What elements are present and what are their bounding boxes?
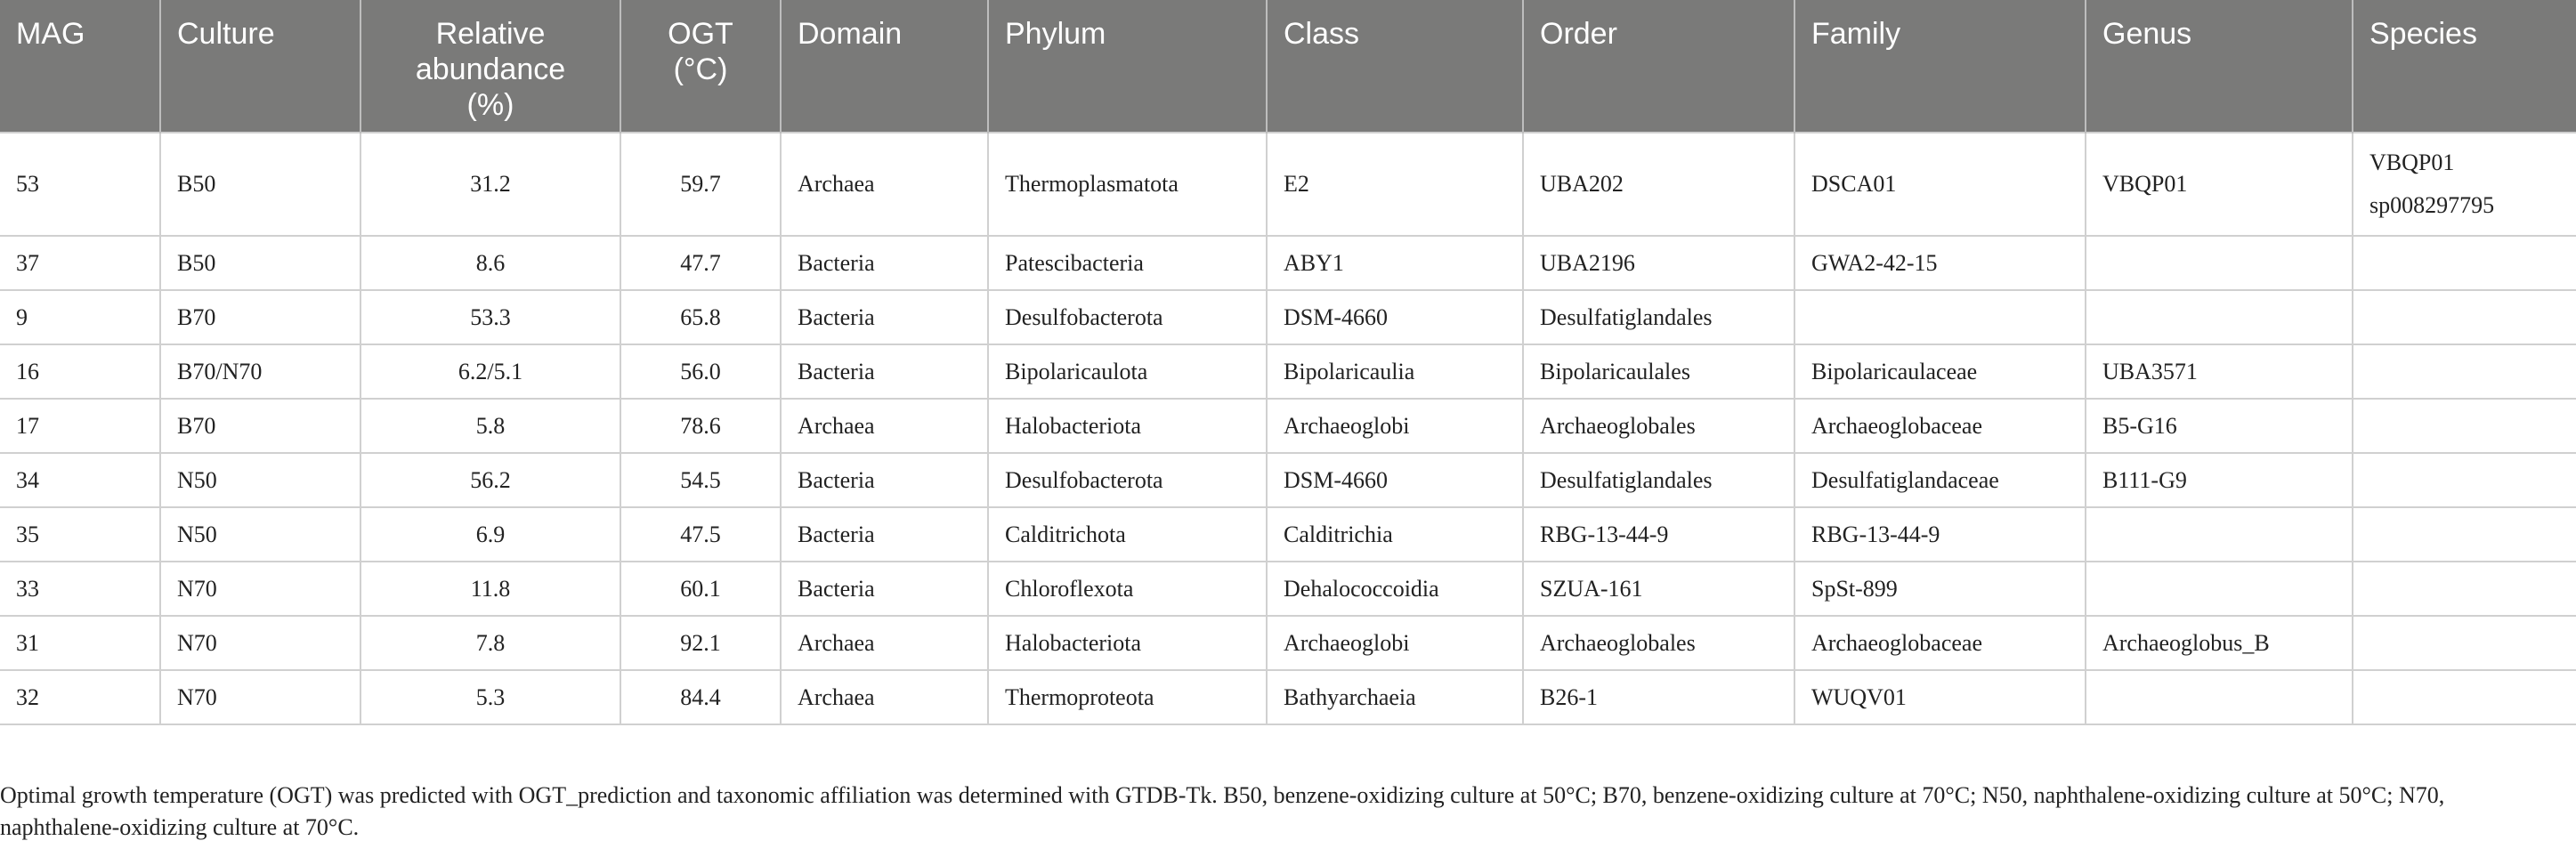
- cell-phylum: Desulfobacterota: [988, 453, 1267, 507]
- cell-phylum: Chloroflexota: [988, 562, 1267, 616]
- cell-genus: [2086, 507, 2353, 562]
- cell-class: ABY1: [1267, 236, 1523, 290]
- cell-phylum: Patescibacteria: [988, 236, 1267, 290]
- cell-family: SpSt-899: [1794, 562, 2086, 616]
- cell-relative-abundance: 5.3: [360, 670, 620, 724]
- header-ogt-line: (°C): [673, 53, 728, 86]
- header-family-line: Family: [1811, 17, 1901, 51]
- header-species: [2353, 0, 2576, 133]
- cell-species: [2353, 453, 2576, 507]
- species-epithet-part: sp008297795: [2369, 192, 2495, 218]
- cell-species: [2353, 133, 2576, 236]
- table-row: [0, 399, 2576, 453]
- table-row: [0, 236, 2576, 290]
- cell-culture: N50: [160, 507, 360, 562]
- cell-culture: N70: [160, 670, 360, 724]
- header-order: [1523, 0, 1794, 133]
- header-relative-abundance-line: Relative: [435, 17, 546, 51]
- header-ogt-line: OGT: [668, 17, 733, 51]
- cell-species: [2353, 236, 2576, 290]
- cell-domain: Archaea: [781, 133, 988, 236]
- cell-genus: UBA3571: [2086, 344, 2353, 399]
- cell-mag: 32: [0, 670, 160, 724]
- cell-family: WUQV01: [1794, 670, 2086, 724]
- table-row: [0, 290, 2576, 344]
- cell-family: [1794, 290, 2086, 344]
- cell-phylum: Halobacteriota: [988, 399, 1267, 453]
- cell-class: Archaeoglobi: [1267, 616, 1523, 670]
- cell-ogt: 92.1: [620, 616, 781, 670]
- cell-culture: B70: [160, 399, 360, 453]
- cell-species: [2353, 616, 2576, 670]
- cell-order: Desulfatiglandales: [1523, 453, 1794, 507]
- cell-mag: 16: [0, 344, 160, 399]
- cell-genus: VBQP01: [2086, 133, 2353, 236]
- cell-phylum: Bipolaricaulota: [988, 344, 1267, 399]
- cell-culture: N50: [160, 453, 360, 507]
- cell-family: Bipolaricaulaceae: [1794, 344, 2086, 399]
- cell-genus: [2086, 670, 2353, 724]
- cell-ogt: 65.8: [620, 290, 781, 344]
- cell-phylum: Desulfobacterota: [988, 290, 1267, 344]
- header-order-line: Order: [1540, 17, 1617, 51]
- footnote-line-1: Optimal growth temperature (OGT) was predicted with OGT_prediction and taxonomic affiliation was determined with GTDB-Tk. B50, benzene-oxidizing culture at 50°C; B70, benzene-oxidizing culture at 70°C; N50, naphthalene-oxidizing culture at 50°C; N70,: [0, 782, 2445, 808]
- cell-mag: 34: [0, 453, 160, 507]
- cell-genus: B5-G16: [2086, 399, 2353, 453]
- cell-domain: Archaea: [781, 399, 988, 453]
- cell-family: GWA2-42-15: [1794, 236, 2086, 290]
- cell-relative-abundance: 31.2: [360, 133, 620, 236]
- cell-mag: 37: [0, 236, 160, 290]
- cell-order: Archaeoglobales: [1523, 399, 1794, 453]
- cell-relative-abundance: 11.8: [360, 562, 620, 616]
- header-culture: [160, 0, 360, 133]
- cell-family: Archaeoglobaceae: [1794, 399, 2086, 453]
- table-row: [0, 670, 2576, 724]
- cell-class: DSM-4660: [1267, 290, 1523, 344]
- cell-family: RBG-13-44-9: [1794, 507, 2086, 562]
- cell-species: [2353, 344, 2576, 399]
- cell-phylum: Thermoproteota: [988, 670, 1267, 724]
- cell-domain: Bacteria: [781, 453, 988, 507]
- table-row: [0, 562, 2576, 616]
- footnote-line-2: naphthalene-oxidizing culture at 70°C.: [0, 814, 360, 840]
- header-mag-line: MAG: [16, 17, 85, 51]
- cell-domain: Bacteria: [781, 344, 988, 399]
- cell-relative-abundance: 53.3: [360, 290, 620, 344]
- cell-ogt: 59.7: [620, 133, 781, 236]
- cell-order: Desulfatiglandales: [1523, 290, 1794, 344]
- cell-species: [2353, 507, 2576, 562]
- cell-ogt: 84.4: [620, 670, 781, 724]
- table-body: [0, 133, 2576, 724]
- cell-class: Dehalococcoidia: [1267, 562, 1523, 616]
- header-relative-abundance: [360, 0, 620, 133]
- cell-domain: Bacteria: [781, 507, 988, 562]
- cell-relative-abundance: 6.9: [360, 507, 620, 562]
- cell-family: Desulfatiglandaceae: [1794, 453, 2086, 507]
- cell-culture: N70: [160, 616, 360, 670]
- cell-ogt: 78.6: [620, 399, 781, 453]
- cell-ogt: 54.5: [620, 453, 781, 507]
- cell-species: [2353, 399, 2576, 453]
- cell-mag: 31: [0, 616, 160, 670]
- header-genus-line: Genus: [2102, 17, 2192, 51]
- header-class-line: Class: [1284, 17, 1360, 51]
- table-row: [0, 344, 2576, 399]
- cell-domain: Archaea: [781, 670, 988, 724]
- cell-mag: 53: [0, 133, 160, 236]
- cell-culture: B70: [160, 290, 360, 344]
- cell-genus: [2086, 236, 2353, 290]
- header-relative-abundance-line: abundance: [415, 53, 566, 86]
- cell-domain: Archaea: [781, 616, 988, 670]
- header-culture-line: Culture: [177, 17, 275, 51]
- cell-family: Archaeoglobaceae: [1794, 616, 2086, 670]
- cell-culture: B50: [160, 133, 360, 236]
- cell-ogt: 60.1: [620, 562, 781, 616]
- cell-relative-abundance: 5.8: [360, 399, 620, 453]
- cell-class: E2: [1267, 133, 1523, 236]
- cell-culture: B70/N70: [160, 344, 360, 399]
- cell-order: UBA2196: [1523, 236, 1794, 290]
- cell-species: [2353, 290, 2576, 344]
- cell-relative-abundance: 8.6: [360, 236, 620, 290]
- cell-order: UBA202: [1523, 133, 1794, 236]
- cell-genus: B111-G9: [2086, 453, 2353, 507]
- header-phylum: [988, 0, 1267, 133]
- cell-species: [2353, 562, 2576, 616]
- cell-family: DSCA01: [1794, 133, 2086, 236]
- cell-phylum: Halobacteriota: [988, 616, 1267, 670]
- cell-relative-abundance: 6.2/5.1: [360, 344, 620, 399]
- cell-order: RBG-13-44-9: [1523, 507, 1794, 562]
- table-header-row: [0, 0, 2576, 133]
- cell-mag: 35: [0, 507, 160, 562]
- header-family: [1794, 0, 2086, 133]
- header-domain: [781, 0, 988, 133]
- cell-ogt: 47.5: [620, 507, 781, 562]
- header-genus: [2086, 0, 2353, 133]
- cell-domain: Bacteria: [781, 562, 988, 616]
- cell-genus: Archaeoglobus_B: [2086, 616, 2353, 670]
- header-domain-line: Domain: [798, 17, 903, 51]
- cell-order: Bipolaricaulales: [1523, 344, 1794, 399]
- cell-phylum: Calditrichota: [988, 507, 1267, 562]
- header-species-line: Species: [2369, 17, 2477, 51]
- cell-ogt: 56.0: [620, 344, 781, 399]
- table-row: [0, 133, 2576, 236]
- cell-class: Archaeoglobi: [1267, 399, 1523, 453]
- cell-culture: B50: [160, 236, 360, 290]
- cell-order: Archaeoglobales: [1523, 616, 1794, 670]
- cell-class: Bipolaricaulia: [1267, 344, 1523, 399]
- header-ogt: [620, 0, 781, 133]
- cell-order: SZUA-161: [1523, 562, 1794, 616]
- header-mag: [0, 0, 160, 133]
- cell-genus: [2086, 290, 2353, 344]
- cell-genus: [2086, 562, 2353, 616]
- cell-class: DSM-4660: [1267, 453, 1523, 507]
- species-genus-part: VBQP01: [2369, 150, 2455, 175]
- table-footnote: [0, 780, 2564, 844]
- cell-mag: 9: [0, 290, 160, 344]
- table-row: [0, 507, 2576, 562]
- cell-class: Bathyarchaeia: [1267, 670, 1523, 724]
- cell-relative-abundance: 56.2: [360, 453, 620, 507]
- cell-domain: Bacteria: [781, 236, 988, 290]
- table-row: [0, 616, 2576, 670]
- cell-mag: 33: [0, 562, 160, 616]
- header-phylum-line: Phylum: [1005, 17, 1106, 51]
- table-row: [0, 453, 2576, 507]
- cell-phylum: Thermoplasmatota: [988, 133, 1267, 236]
- cell-culture: N70: [160, 562, 360, 616]
- cell-relative-abundance: 7.8: [360, 616, 620, 670]
- header-class: [1267, 0, 1523, 133]
- cell-domain: Bacteria: [781, 290, 988, 344]
- cell-ogt: 47.7: [620, 236, 781, 290]
- cell-mag: 17: [0, 399, 160, 453]
- header-relative-abundance-line: (%): [466, 88, 514, 122]
- cell-order: B26-1: [1523, 670, 1794, 724]
- cell-class: Calditrichia: [1267, 507, 1523, 562]
- cell-species: [2353, 670, 2576, 724]
